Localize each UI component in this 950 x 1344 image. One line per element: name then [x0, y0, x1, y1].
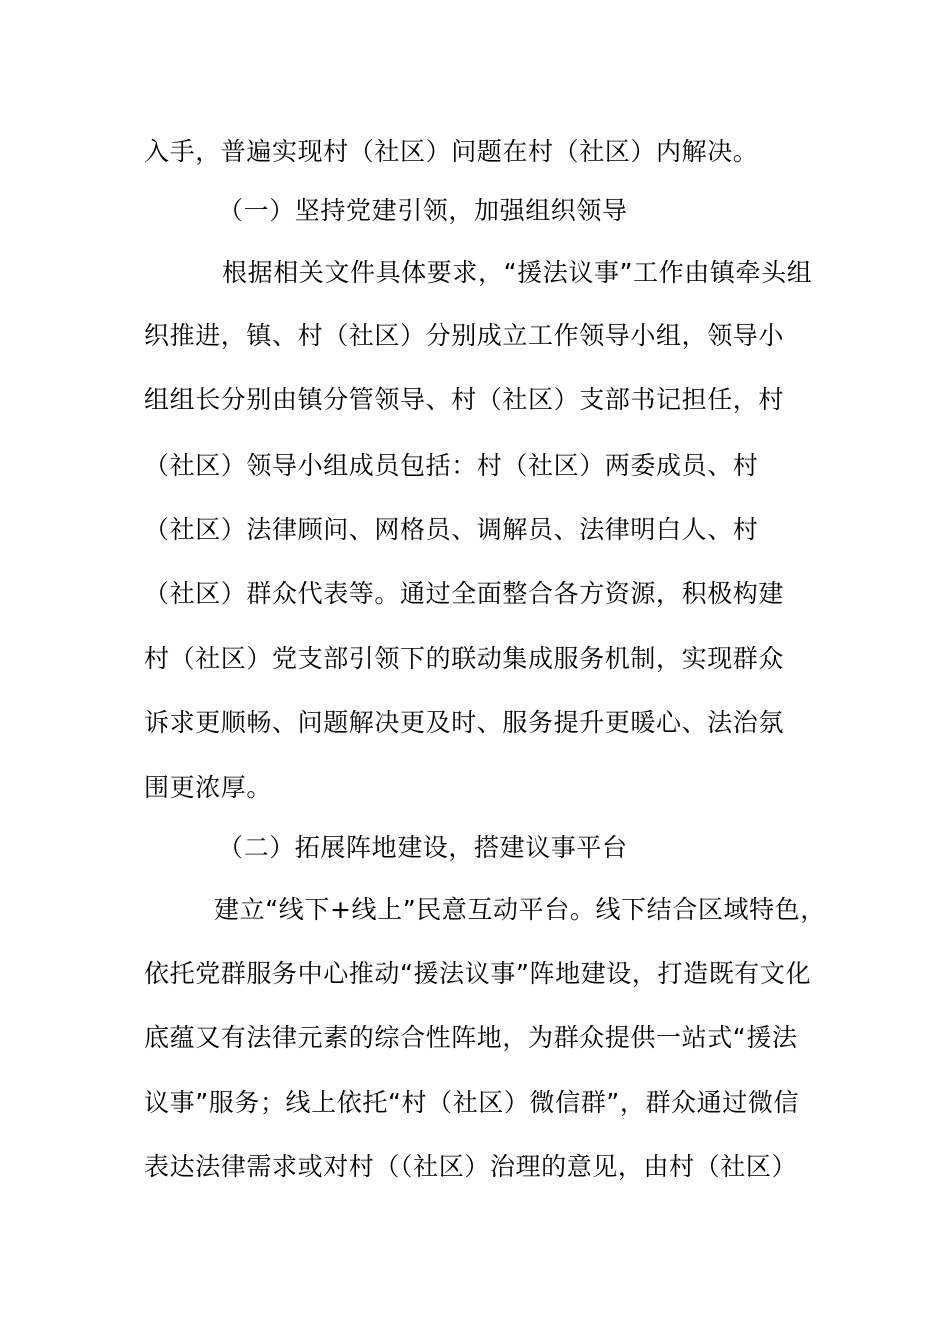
paragraph-line: （社区）法律顾问、网格员、调解员、法律明白人、村 — [144, 515, 759, 544]
paragraph-line: 织推进，镇、村（社区）分别成立工作领导小组，领导小 — [144, 321, 785, 350]
paragraph-line: （社区）群众代表等。通过全面整合各方资源，积极构建 — [144, 579, 785, 608]
paragraph-line: 建立“线下+线上”民意互动平台。线下结合区域特色， — [214, 895, 826, 924]
paragraph-line: （社区）领导小组成员包括：村（社区）两委成员、村 — [144, 451, 759, 480]
paragraph-line: 根据相关文件具体要求，“援法议事”工作由镇牵头组 — [222, 258, 813, 287]
paragraph-line: 诉求更顺畅、问题解决更及时、服务提升更暖心、法治氛 — [144, 708, 785, 737]
paragraph-line: 入手，普遍实现村（社区）问题在村（社区）内解决。 — [144, 137, 759, 166]
paragraph-line: 围更浓厚。 — [144, 773, 273, 802]
paragraph-line: 依托党群服务中心推动“援法议事”阵地建设，打造既有文化 — [144, 959, 812, 988]
paragraph-line: 议事”服务；线上依托“村（社区）微信群”，群众通过微信 — [144, 1088, 800, 1117]
paragraph-line: 组组长分别由镇分管领导、村（社区）支部书记担任，村 — [144, 385, 785, 414]
paragraph-line: 底蕴又有法律元素的综合性阵地，为群众提供一站式“援法 — [144, 1023, 798, 1052]
section-heading: （二）拓展阵地建设，搭建议事平台 — [218, 833, 628, 862]
paragraph-line: 村（社区）党支部引领下的联动集成服务机制，实现群众 — [144, 644, 785, 673]
section-heading: （一）坚持党建引领，加强组织领导 — [218, 196, 628, 225]
paragraph-line: 表达法律需求或对村（（社区）治理的意见，由村（社区） — [144, 1152, 798, 1181]
